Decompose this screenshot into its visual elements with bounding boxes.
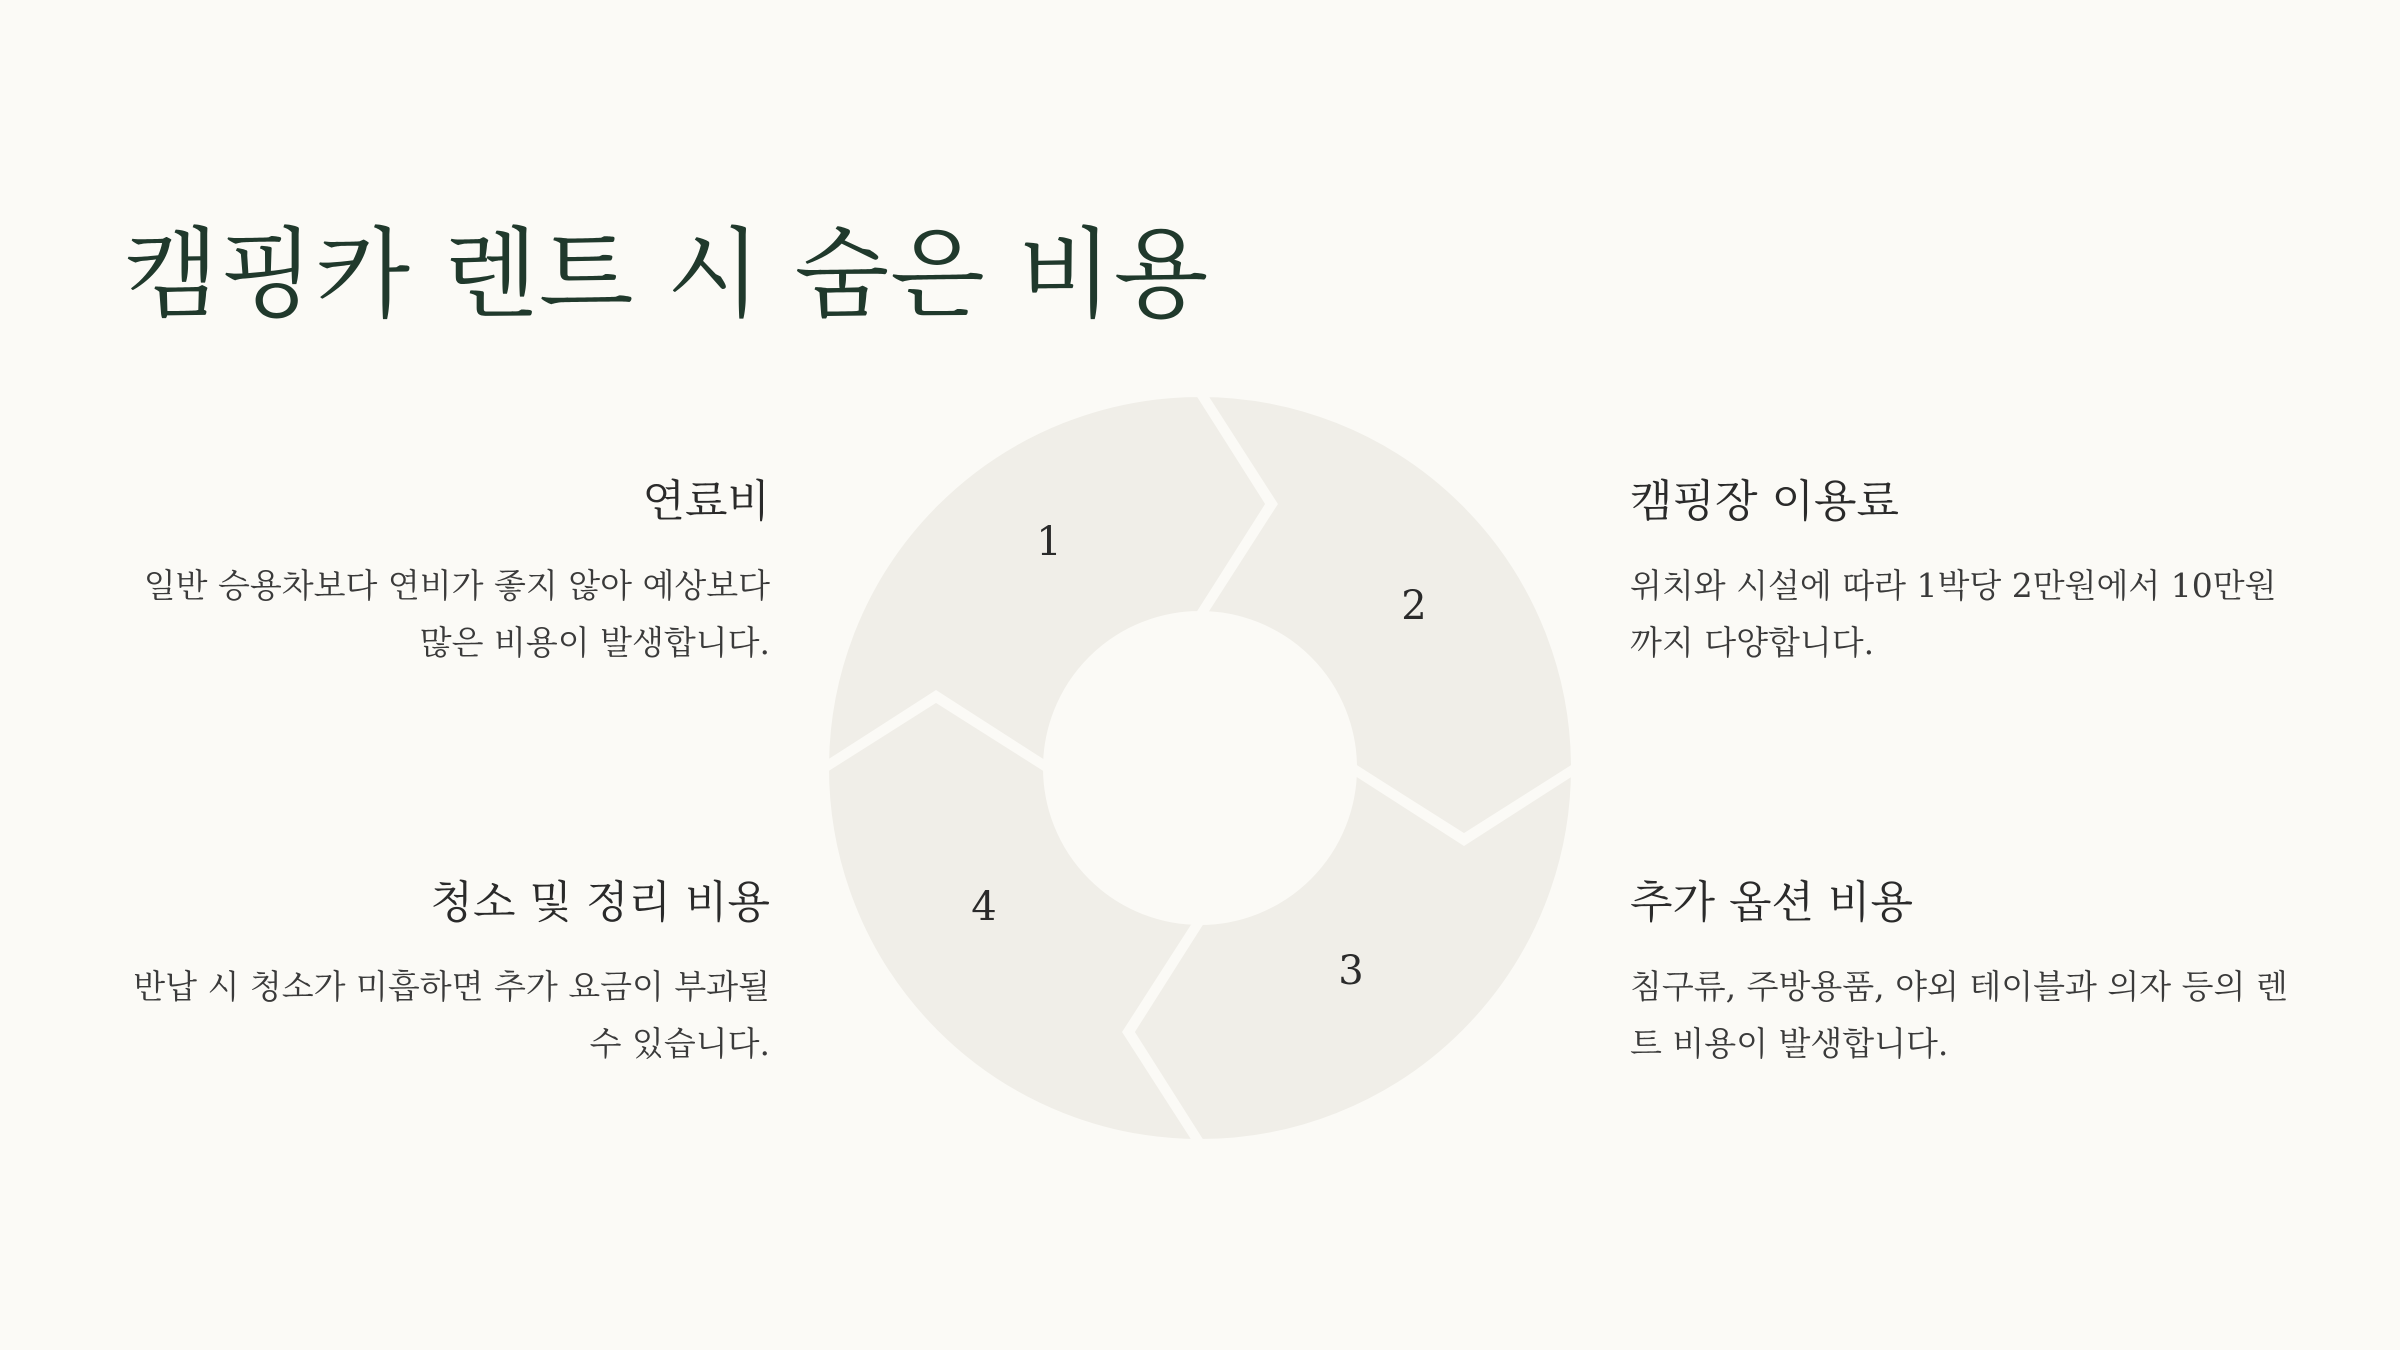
cycle-number-2: 2 — [1401, 583, 1427, 629]
item-heading: 캠핑장 이용료 — [1630, 476, 1900, 527]
cycle-number-4: 4 — [971, 884, 997, 930]
cycle-number-3: 3 — [1338, 948, 1364, 994]
item-description: 일반 승용차보다 연비가 좋지 않아 예상보다 많은 비용이 발생합니다. — [143, 566, 770, 662]
item-description: 반납 시 청소가 미흡하면 추가 요금이 부과될 수 있습니다. — [133, 967, 770, 1063]
cycle-segment-1 — [824, 392, 1271, 768]
item-heading: 연료비 — [642, 476, 770, 527]
cycle-number-1: 1 — [1036, 519, 1062, 565]
cycle-segment-2 — [1200, 392, 1576, 839]
item-description: 위치와 시설에 따라 1박당 2만원에서 10만원까지 다양합니다. — [1630, 566, 2277, 662]
cycle-segment-4 — [824, 697, 1200, 1144]
item-heading: 추가 옵션 비용 — [1630, 877, 1913, 928]
item-heading: 청소 및 정리 비용 — [430, 877, 770, 928]
page-title: 캠핑카 렌트 시 숨은 비용 — [124, 218, 1210, 332]
item-description: 침구류, 주방용품, 야외 테이블과 의자 등의 렌트 비용이 발생합니다. — [1630, 967, 2288, 1063]
